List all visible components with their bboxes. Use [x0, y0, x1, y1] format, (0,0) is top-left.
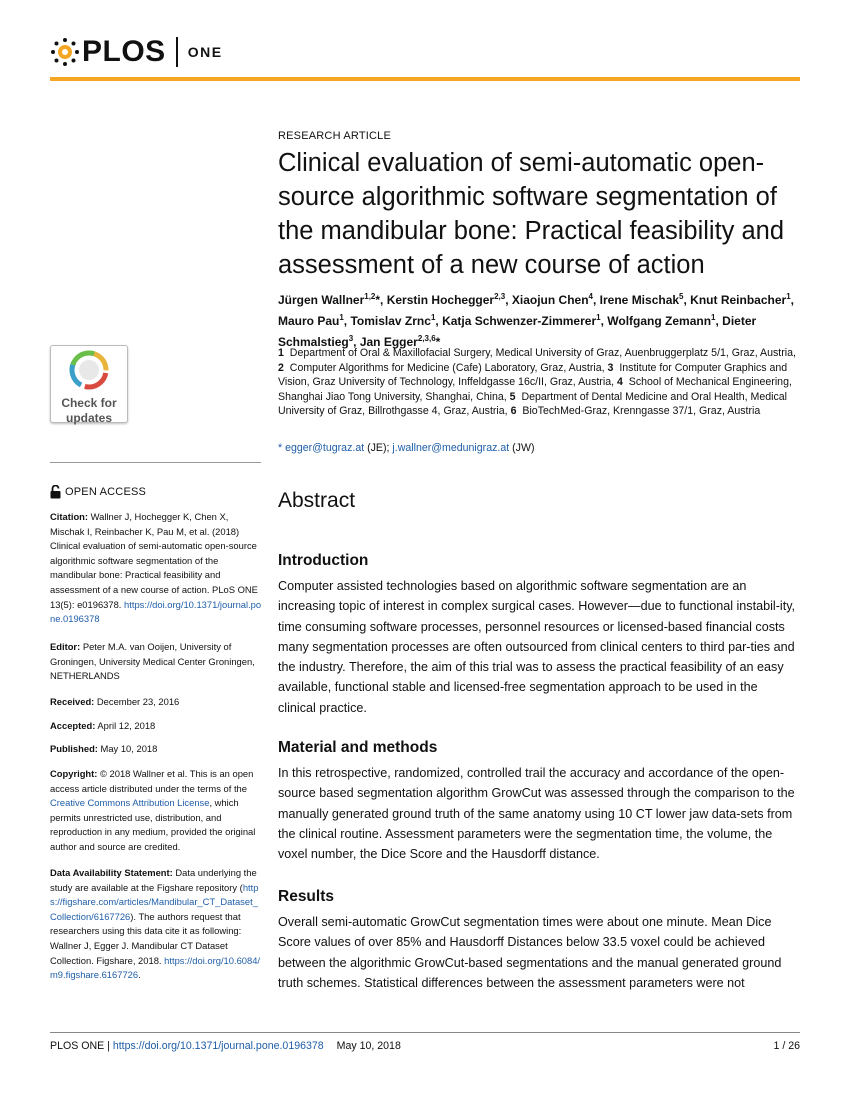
- author-affiliation-sup: 4: [588, 292, 593, 301]
- citation-text: Wallner J, Hochegger K, Chen X, Mischak I, Reinbacher K, Pau M, et al. (2018) Clinical evaluation of semi-automatic open-source algorithmic software segmentation of the mandibular bone: Practical feasibility and assessment of a new course of action. PLoS ONE 13(5): e0196378.: [50, 511, 258, 610]
- license-link[interactable]: Creative Commons Attribution License: [50, 797, 210, 809]
- sidebar-divider: [50, 462, 261, 463]
- corresponding-mark: *: [278, 442, 283, 454]
- author-name: Mauro Pau: [278, 314, 340, 328]
- page-footer: [50, 1040, 401, 1052]
- logo-wordmark: PLOS: [82, 35, 166, 68]
- open-access-label: [50, 485, 146, 499]
- author-affiliation-sup: 2,3: [494, 292, 506, 301]
- editor-label: Editor:: [50, 641, 81, 652]
- author-name: Knut Reinbacher: [690, 293, 787, 307]
- author-affiliation-sup: 5: [679, 292, 684, 301]
- author-affiliation-sup: 1: [711, 313, 716, 322]
- author-list: Jürgen Wallner$^{1,2}$*, Kerstin Hochegger$^{2,3}$, Xiaojun Chen$^4$, Irene Mischak$^5$, Knut Reinbacher$^1$, Mauro Pau$^1$, Tomislav Zrnc$^1$, Katja Schwenzer-Zimmerer$^1$, Wolfgang Zemann$^1$, Dieter Schmalstieg$^3$, Jan Egger$^{2,3,6}$*: [278, 292, 794, 349]
- check-updates-icon: [69, 350, 109, 390]
- author-name: Katja Schwenzer-Zimmerer: [442, 314, 597, 328]
- author-affiliation-sup: 3: [348, 334, 354, 343]
- editor-text: Peter M.A. van Ooijen, University of Groningen, University Medical Center Groningen, NETHERLANDS: [50, 641, 255, 682]
- affiliation-text: Department of Dental Medicine and Oral Health, Medical University of Graz, Billrothgasse 4, Graz, Austria,: [278, 390, 788, 417]
- abstract-heading: Abstract: [278, 489, 356, 512]
- footer-doi-link[interactable]: https://doi.org/10.1371/journal.pone.0196378: [112, 1040, 324, 1052]
- corresponding-author-mark: *: [435, 335, 441, 349]
- plos-logo-icon: [50, 37, 80, 67]
- dataset-doi-link[interactable]: https://doi.org/10.6084/m9.figshare.6167726: [50, 954, 261, 981]
- author-name: Jan Egger: [359, 335, 418, 349]
- author-affiliation-sup: 1: [786, 292, 791, 301]
- page-number: 1 / 26: [773, 1040, 800, 1052]
- affiliation-number: 4: [616, 376, 623, 388]
- header-rule: [50, 77, 800, 81]
- author-name: Xiaojun Chen: [511, 293, 589, 307]
- author-name: Dieter Schmalstieg: [278, 314, 757, 349]
- corresponding-authors: [278, 442, 534, 454]
- open-lock-icon: [50, 485, 61, 499]
- footer-journal: PLOS ONE |: [50, 1040, 113, 1052]
- affiliation-text: BioTechMed-Graz, Krenngasse 37/1, Graz, Austria: [522, 405, 761, 417]
- affiliation-text: School of Mechanical Engineering, Shanghai Jiao Tong University, Shanghai, China,: [278, 376, 792, 403]
- badge-line1: Check for: [61, 396, 117, 410]
- section-text-methods: In this retrospective, randomized, controlled trail the accuracy and accordance of the open-source based segmentation algorithm GrowCut was assessed through the comparison to the manually generated ground truth of the same anatomy using 10 CT lower jaw data-sets from the clinical routine. Assessment parameters were the segmentation time, the volume, the voxel number, the Dice Score and the Hausdorff distance.: [278, 766, 795, 862]
- author-affiliation-sup: 1: [596, 313, 601, 322]
- affiliation-number: 2: [278, 361, 284, 374]
- editor-block: [50, 640, 262, 684]
- affiliation-number: 5: [509, 390, 516, 403]
- author-affiliation-sup: 1,2: [364, 292, 376, 301]
- email-link-egger[interactable]: egger@tugraz.at: [285, 442, 365, 454]
- footer-date: May 10, 2018: [336, 1040, 401, 1052]
- section-text-introduction: Computer assisted technologies based on algorithmic software segmentation are an increasing topic of interest in complex surgical cases. However—due to functional instabil-ity, time consuming software processes, personnel resources or licensed-based financial costs many segmentation processes are often outsourced from clinical centers to third par-ties and the industry. Therefore, the aim of this trial was to assess the practical feasibility of an easy available, functional stable and licensed-free segmentation approach to be used in the clinical practice.: [278, 579, 796, 715]
- accepted-block: [50, 719, 262, 734]
- journal-name: ONE: [187, 44, 223, 60]
- affiliation-text: Department of Oral & Maxillofacial Surgery, Medical University of Graz, Auenbruggerplatz 5/1, Graz, Austria,: [289, 347, 796, 359]
- corresponding-author-mark: *: [375, 293, 381, 307]
- figshare-link[interactable]: https://figshare.com/articles/Mandibular_CT_Dataset_Collection/6167726: [50, 881, 259, 922]
- accepted-label: Accepted:: [50, 720, 96, 731]
- section-heading-methods: Material and methods: [278, 739, 438, 756]
- corr-initials-1: (JE);: [364, 442, 390, 454]
- citation-doi-link[interactable]: https://doi.org/10.1371/journal.pone.0196378: [50, 598, 262, 625]
- author-affiliation-sup: 1: [430, 313, 436, 322]
- copyright-text-cont: , which permits unrestricted use, distribution, and reproduction in any medium, provided the original author and source are credited.: [50, 797, 256, 852]
- published-date: May 10, 2018: [100, 743, 158, 754]
- citation-label: Citation:: [50, 511, 89, 522]
- data-availability-end: .: [138, 969, 141, 981]
- citation-block: [50, 510, 262, 627]
- author-affiliation-sup: 2,3,6: [417, 334, 436, 343]
- author-name: Wolfgang Zemann: [607, 314, 712, 328]
- author-name: Irene Mischak: [599, 293, 680, 307]
- data-availability-block: [50, 866, 262, 983]
- section-text-results: Overall semi-automatic GrowCut segmentation times were about one minute. Mean Dice Score values of over 85% and Hausdorff Distances below 33.5 voxel could be achieved between the algorithmic GrowCut-based segmentations and the manual generated ground truth schemes. Statistical differences between the assessment parameters were not: [278, 915, 782, 990]
- article-title: Clinical evaluation of semi-automatic open-source algorithmic software segmentation of the mandibular bone: Practical feasibility and assessment of a new course of action: [278, 149, 785, 279]
- plos-logo[interactable]: [50, 37, 223, 67]
- footer-rule: [50, 1032, 800, 1033]
- check-for-updates-badge[interactable]: [50, 345, 128, 423]
- author-name: Jürgen Wallner: [278, 293, 365, 307]
- data-availability-text: Data underlying the study are available at the Figshare repository (: [50, 867, 257, 893]
- accepted-date: April 12, 2018: [97, 720, 156, 731]
- affiliation-number: 3: [607, 361, 614, 374]
- affiliations: [278, 346, 803, 419]
- received-block: [50, 695, 262, 710]
- section-heading-results: Results: [278, 888, 334, 905]
- section-heading-introduction: Introduction: [278, 552, 369, 569]
- received-date: December 23, 2016: [96, 696, 180, 707]
- logo-divider: [176, 37, 178, 67]
- received-label: Received:: [50, 696, 95, 707]
- article-type: RESEARCH ARTICLE: [278, 130, 392, 142]
- badge-line2: updates: [65, 411, 112, 425]
- affiliation-text: Computer Algorithms for Medicine (Cafe) Laboratory, Graz, Austria,: [289, 361, 605, 374]
- email-link-wallner[interactable]: j.wallner@medunigraz.at: [392, 442, 510, 454]
- copyright-text: © 2018 Wallner et al. This is an open access article distributed under the terms of the: [50, 768, 254, 794]
- affiliation-number: 1: [278, 347, 284, 359]
- published-block: [50, 742, 262, 757]
- affiliation-number: 6: [510, 405, 517, 417]
- copyright-label: Copyright:: [50, 768, 98, 779]
- author-name: Kerstin Hochegger: [386, 293, 495, 307]
- copyright-block: [50, 767, 262, 855]
- data-availability-label: Data Availability Statement:: [50, 867, 173, 878]
- open-access-text: OPEN ACCESS: [65, 486, 147, 498]
- corr-initials-2: (JW): [509, 442, 535, 454]
- author-affiliation-sup: 1: [339, 313, 344, 322]
- author-name: Tomislav Zrnc: [350, 314, 431, 328]
- published-label: Published:: [50, 743, 98, 754]
- affiliation-text: Institute for Computer Graphics and Vision, Graz University of Technology, Inffeldgasse 16c/II, Graz, Austria,: [278, 361, 788, 388]
- data-availability-text-cont: ). The authors request that researchers using this data cite it as following: Wallner J, Egger J. Mandibular CT Dataset Collection. Figshare, 2018.: [50, 910, 242, 966]
